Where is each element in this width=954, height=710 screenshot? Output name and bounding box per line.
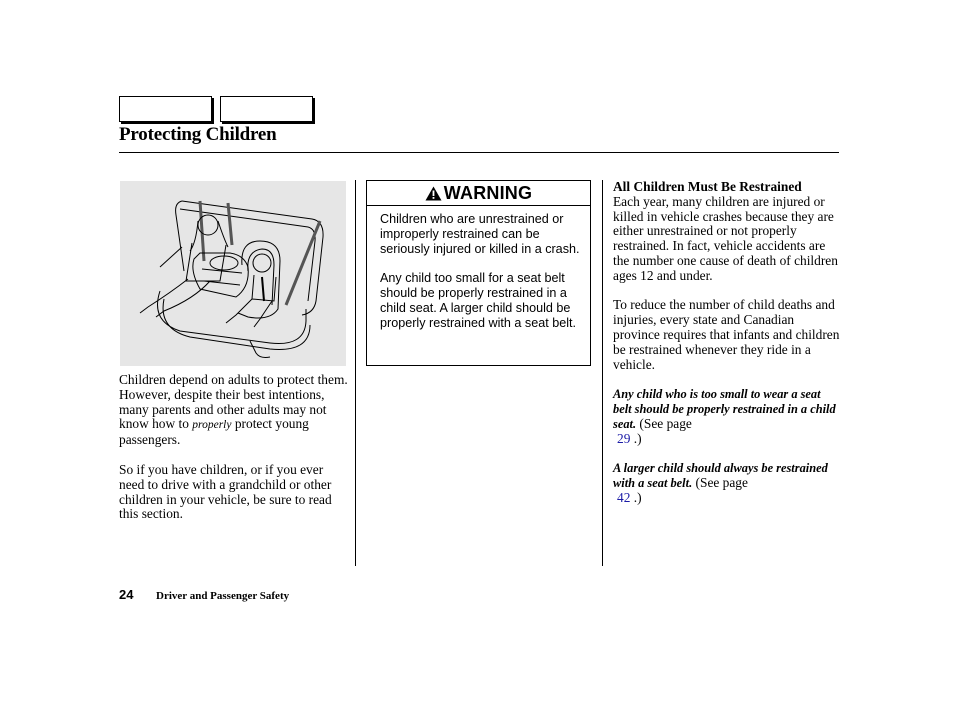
- column-divider: [602, 180, 603, 566]
- page-link-29[interactable]: 29: [617, 430, 631, 446]
- section-subhead: All Children Must Be Restrained: [613, 179, 802, 194]
- warning-paragraph-1: Children who are unrestrained or improperly restrained can be seriously injured or killed in a crash.: [380, 212, 580, 256]
- restraint-paragraph-1: All Children Must Be Restrained Each year, many children are injured or killed in vehicle crashes because they are either unrestrained or not properly restrained. In fact, vehicle accidents are the number one cause of death of children ages 12 and under.: [613, 180, 841, 284]
- intro-text: [119, 373, 351, 537]
- restraint-section: [613, 180, 841, 520]
- page-number: 24: [119, 587, 134, 602]
- warning-header: [367, 181, 590, 206]
- warning-box: [366, 180, 591, 366]
- warning-body: [367, 206, 590, 331]
- warning-paragraph-2: Any child too small for a seat belt should be properly restrained in a child seat. A larger child should be properly restrained with a seat belt.: [380, 271, 577, 330]
- intro-paragraph-1: Children depend on adults to protect them. However, despite their best intentions, many parents and other adults may not know how to properly protect young passengers.: [119, 372, 348, 448]
- nav-tab-next[interactable]: [220, 96, 313, 122]
- warning-triangle-icon: [425, 186, 442, 201]
- column-divider: [355, 180, 356, 566]
- nav-tab-previous[interactable]: [119, 96, 212, 122]
- note-seat-belt: A larger child should always be restrained with a seat belt. (See page 42 .): [613, 461, 828, 505]
- emphasis-properly: properly: [192, 419, 232, 432]
- page-link-42[interactable]: 42: [617, 489, 631, 505]
- restraint-paragraph-2: To reduce the number of child deaths and injuries, every state and Canadian province requires that infants and children be restrained whenever they ride in a vehicle.: [613, 297, 840, 372]
- warning-label: WARNING: [443, 183, 533, 203]
- footer-section-name: Driver and Passenger Safety: [156, 590, 290, 602]
- title-rule: [119, 152, 839, 153]
- child-restraint-illustration: [120, 181, 346, 366]
- page-title: Protecting Children: [119, 124, 277, 145]
- note-child-seat: Any child who is too small to wear a seat belt should be properly restrained in a child seat. (See page 29 .): [613, 387, 836, 446]
- intro-paragraph-2: So if you have children, or if you ever need to drive with a grandchild or other children in your vehicle, be sure to read this section.: [119, 461, 332, 522]
